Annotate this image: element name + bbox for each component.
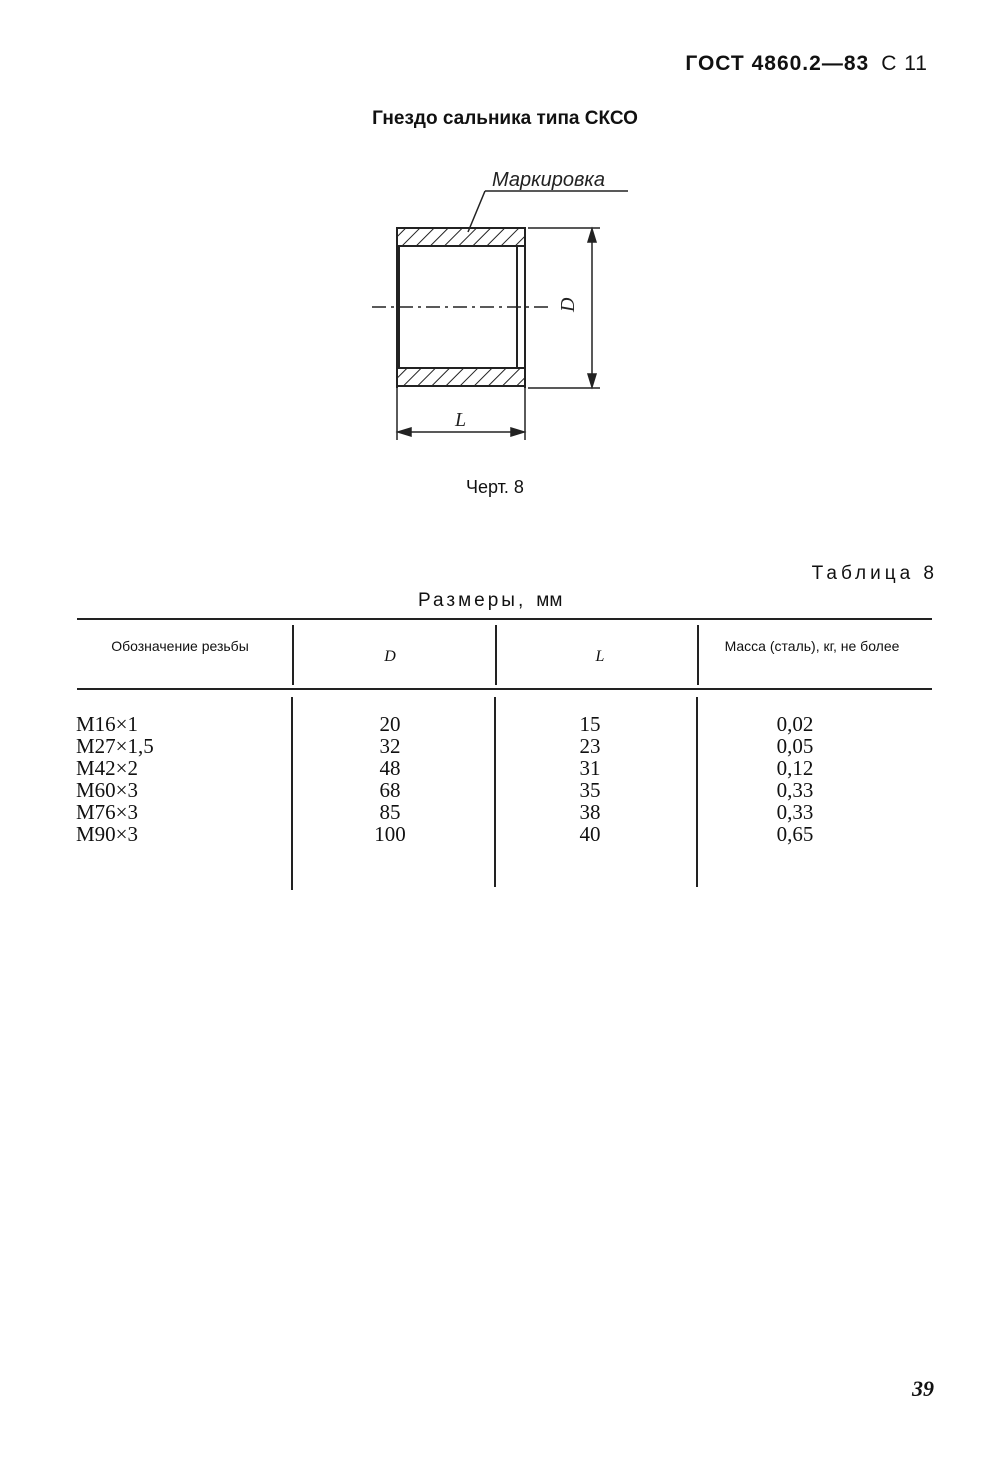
header-mass: Масса (сталь), кг, не более bbox=[724, 638, 900, 654]
header-d: D bbox=[384, 648, 396, 665]
mass-column bbox=[740, 713, 850, 845]
table-header-rule bbox=[77, 688, 932, 690]
table-cell: М76×3 bbox=[76, 800, 139, 824]
column-divider bbox=[696, 697, 698, 887]
dim-l-label: L bbox=[455, 409, 467, 431]
header-l: L bbox=[595, 648, 605, 665]
table-cell: М90×3 bbox=[76, 822, 139, 846]
designation-column bbox=[76, 713, 154, 845]
dim-d-label: D bbox=[557, 297, 579, 312]
marking-leader bbox=[468, 191, 628, 232]
table-cell: 15 bbox=[579, 712, 601, 736]
standard-number: ГОСТ 4860.2—83 bbox=[685, 52, 870, 75]
table-cell: 85 bbox=[379, 800, 401, 824]
table-cell: 0,33 bbox=[776, 778, 814, 802]
table-cell: 0,33 bbox=[776, 800, 814, 824]
l-column bbox=[500, 713, 680, 845]
table-cell: 48 bbox=[379, 756, 401, 780]
d-column bbox=[300, 713, 480, 845]
table-top-rule bbox=[77, 618, 932, 620]
table-cell: М27×1,5 bbox=[76, 734, 154, 758]
units-label: Размеры, bbox=[418, 590, 527, 611]
units-caption bbox=[418, 590, 562, 612]
table-cell: 20 bbox=[379, 712, 401, 736]
page-number: 39 bbox=[912, 1376, 934, 1401]
table-label: Таблица 8 bbox=[811, 563, 938, 584]
gland-socket-drawing bbox=[360, 160, 650, 450]
table-cell: 35 bbox=[579, 778, 601, 802]
units-value: мм bbox=[536, 590, 563, 611]
sheet-number: С 11 bbox=[881, 52, 928, 75]
column-divider bbox=[494, 697, 496, 887]
header-designation: Обозначение резьбы bbox=[111, 638, 249, 654]
document-header bbox=[685, 52, 928, 76]
table-cell: 40 bbox=[579, 822, 601, 846]
table-cell: 0,65 bbox=[776, 822, 814, 846]
table-cell: М60×3 bbox=[76, 778, 139, 802]
column-divider bbox=[495, 625, 497, 685]
table-cell: 0,12 bbox=[776, 756, 814, 780]
page-title: Гнездо сальника типа СКСО bbox=[372, 108, 638, 129]
table-cell: 31 bbox=[579, 756, 601, 780]
table-cell: М16×1 bbox=[76, 712, 139, 736]
table-cell: 0,02 bbox=[776, 712, 814, 736]
table-cell: 68 bbox=[379, 778, 401, 802]
table-cell: 0,05 bbox=[776, 734, 814, 758]
column-divider bbox=[291, 697, 293, 890]
table-cell: М42×2 bbox=[76, 756, 139, 780]
column-divider bbox=[697, 625, 699, 685]
table-cell: 32 bbox=[379, 734, 401, 758]
drawing-caption: Черт. 8 bbox=[466, 477, 524, 497]
socket-body bbox=[397, 228, 525, 388]
table-cell: 38 bbox=[579, 800, 601, 824]
table-cell: 100 bbox=[374, 822, 406, 846]
top-wall-hatch bbox=[397, 228, 525, 246]
bottom-wall-hatch bbox=[397, 368, 525, 386]
marking-label: Маркировка bbox=[492, 169, 605, 191]
column-divider bbox=[292, 625, 294, 685]
table-cell: 23 bbox=[579, 734, 601, 758]
